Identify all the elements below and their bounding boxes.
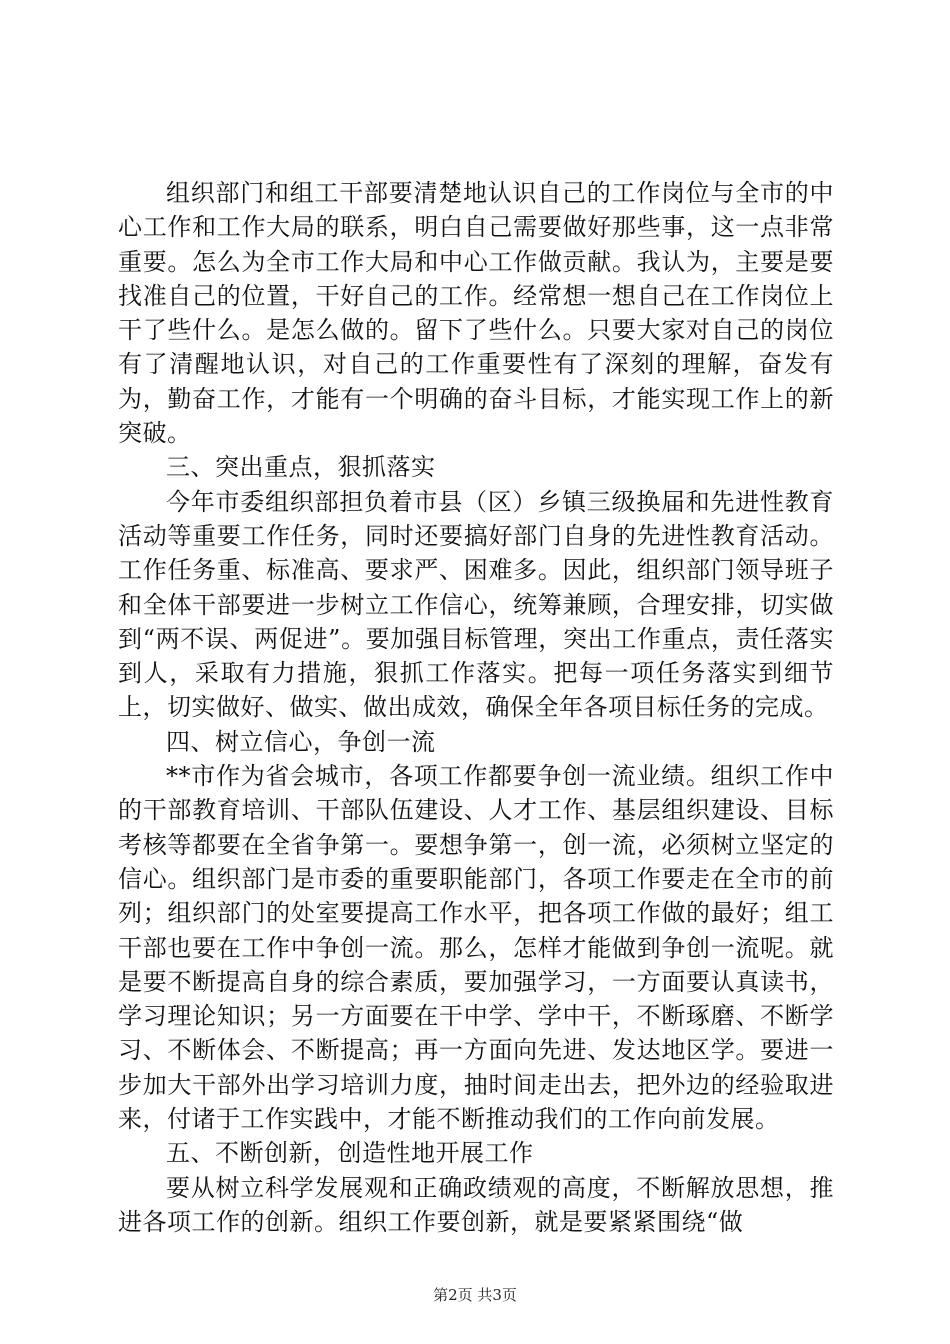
section-heading-3: 三、突出重点，狠抓落实 bbox=[166, 453, 436, 482]
page-number-label: 第2页 共3页 bbox=[433, 1286, 517, 1304]
paragraph-section-4: **市作为省会城市，各项工作都要争创一流业绩。组织工作中的干部教育培训、干部队伍建设、人才工作、基层组织建设、目标考核等都要在全省争第一。要想争第一，创一流，必须树立坚定的信心。组织部门是市委的重要职能部门，各项工作要走在全市的前列；组织部门的处室要提高工作水平，把各项工作做的最好；组工干部也要在工作中争创一流。那么，怎样才能做到争创一流呢。就是要不断提高自身的综合素质，要加强学习，一方面要认真读书，学习理论知识；另一方面要在干中学、学中干，不断琢磨、不断学习、不断体会、不断提高；再一方面向先进、发达地区学。要进一步加大干部外出学习培训力度，抽时间走出去，把外边的经验取进来，付诸于工作实践中，才能不断推动我们的工作向前发展。 bbox=[118, 762, 834, 1134]
section-heading-5: 五、不断创新，创造性地开展工作 bbox=[166, 1139, 534, 1168]
paragraph-section-3: 今年市委组织部担负着市县（区）乡镇三级换届和先进性教育活动等重要工作任务，同时还要搞好部门自身的先进性教育活动。工作任务重、标准高、要求严、困难多。因此，组织部门领导班子和全体干部要进一步树立工作信心，统筹兼顾，合理安排，切实做到“两不误、两促进”。要加强目标管理，突出工作重点，责任落实到人，采取有力措施，狠抓工作落实。把每一项任务落实到细节上，切实做好、做实、做出成效，确保全年各项目标任务的完成。 bbox=[118, 487, 834, 722]
paragraph-intro: 组织部门和组工干部要清楚地认识自己的工作岗位与全市的中心工作和工作大局的联系，明白自己需要做好那些事，这一点非常重要。怎么为全市工作大局和中心工作做贡献。我认为，主要是要找准自己的位置，干好自己的工作。经常想一想自己在工作岗位上干了些什么。是怎么做的。留下了些什么。只要大家对自己的岗位有了清醒地认识，对自己的工作重要性有了深刻的理解，奋发有为，勤奋工作，才能有一个明确的奋斗目标，才能实现工作上的新突破。 bbox=[118, 179, 834, 448]
section-heading-4: 四、树立信心，争创一流 bbox=[166, 727, 436, 756]
page-footer bbox=[0, 1284, 950, 1305]
paragraph-section-5: 要从树立科学发展观和正确政绩观的高度，不断解放思想，推进各项工作的创新。组织工作要创新，就是要紧紧围绕“做 bbox=[118, 1173, 834, 1236]
document-body bbox=[118, 176, 834, 1239]
